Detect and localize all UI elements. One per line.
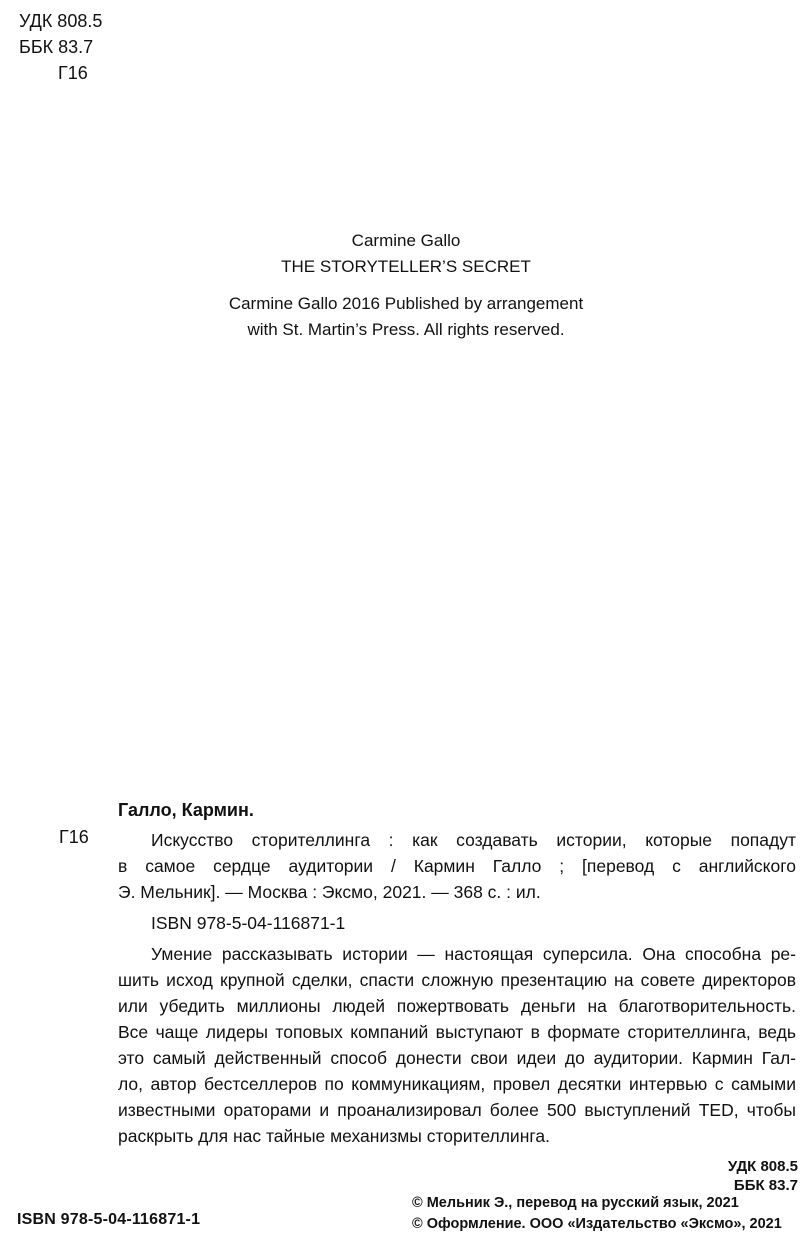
udk-code: УДК 808.5	[19, 11, 103, 31]
annotation-line-5: это самый действенный способ донести свои идеи до аудитории. Кармин Гал-	[118, 1048, 796, 1068]
annotation-line-6: ло, автор бестселлеров по коммуникациям, провел десятки интервью с самыми	[118, 1074, 796, 1094]
copyright-translation: © Мельник Э., перевод на русский язык, 2021	[412, 1195, 739, 1211]
annotation-line-3: или убедить миллионы людей пожертвовать деньги на благотворительность.	[118, 996, 796, 1016]
author-mark: Г16	[58, 63, 88, 83]
bbk-code: ББК 83.7	[19, 37, 94, 57]
footer-isbn: ISBN 978-5-04-116871-1	[17, 1211, 201, 1228]
annotation-line-8: раскрыть для нас тайные механизмы сторителлинга.	[118, 1126, 550, 1146]
record-heading: Галло, Кармин.	[118, 800, 254, 820]
bottom-udk-code: УДК 808.5	[727, 1158, 798, 1175]
annotation-line-4: Все чаще лидеры топовых компаний выступают в формате сторителлинга, ведь	[118, 1022, 796, 1042]
annotation-line-1: Умение рассказывать истории — настоящая суперсила. Она способна ре-	[151, 944, 796, 964]
description-line-3: Э. Мельник]. — Москва : Эксмо, 2021. — 368 с. : ил.	[118, 882, 541, 902]
rights-line-1: Carmine Gallo 2016 Published by arrangement	[228, 294, 584, 313]
original-title: THE STORYTELLER’S SECRET	[281, 257, 531, 276]
copyright-design: © Оформление. ООО «Издательство «Эксмо», 2021	[412, 1216, 782, 1232]
original-author: Carmine Gallo	[351, 231, 461, 250]
description-line-1: Искусство сторителлинга : как создавать истории, которые попадут	[151, 830, 796, 850]
description-line-2: в самое сердце аудитории / Кармин Галло ; [перевод с английского	[118, 856, 796, 876]
annotation-line-2: шить исход крупной сделки, спасти сложную презентацию на совете директоров	[118, 970, 796, 990]
record-isbn: ISBN 978-5-04-116871-1	[151, 913, 346, 933]
record-author-mark: Г16	[59, 827, 89, 847]
annotation-line-7: известными ораторами и проанализировал более 500 выступлений TED, чтобы	[118, 1100, 796, 1120]
bottom-bbk-code: ББК 83.7	[733, 1177, 798, 1194]
rights-line-2: with St. Martin’s Press. All rights reserved.	[247, 320, 565, 339]
